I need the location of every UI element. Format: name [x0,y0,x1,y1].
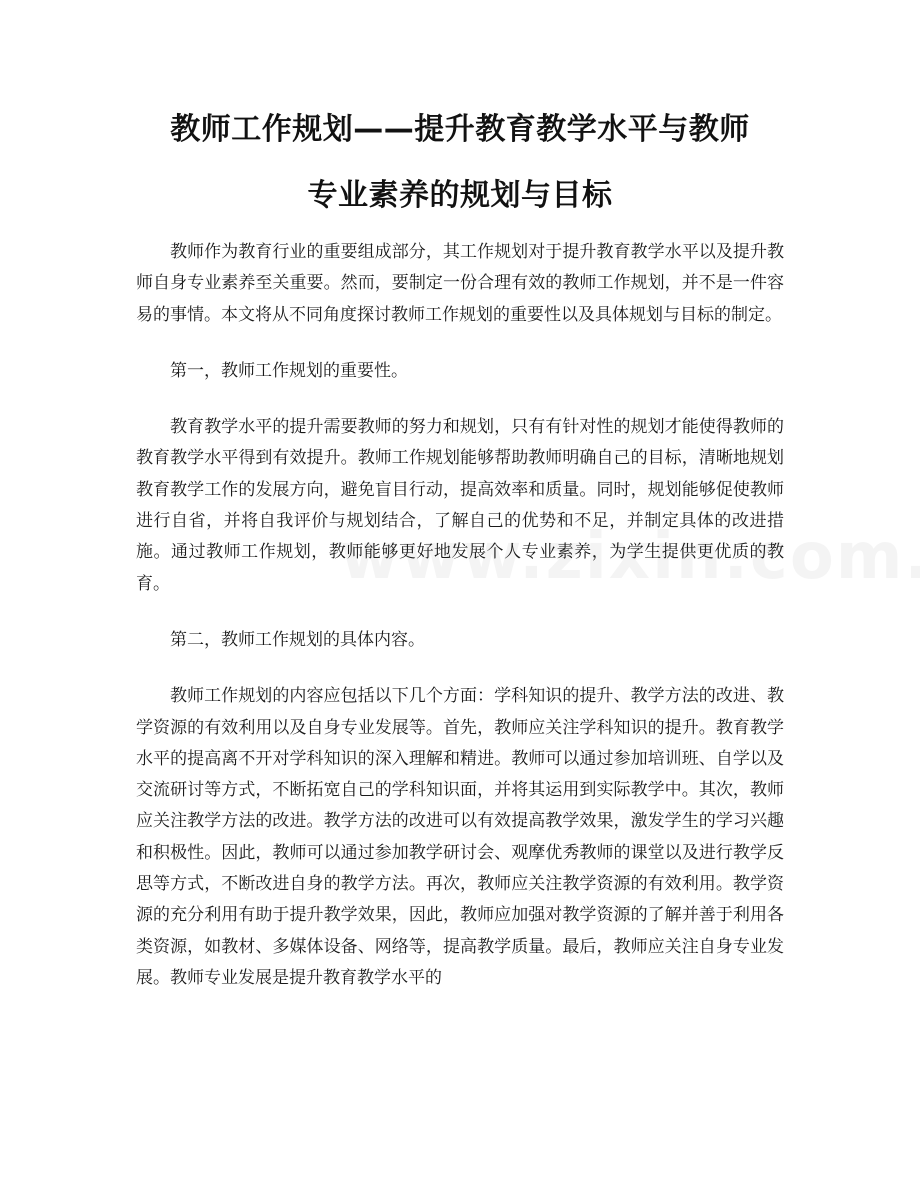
section-heading-importance: 第一，教师工作规划的重要性。 [170,360,408,381]
document-body [136,237,784,1019]
paragraph-intro: 教师作为教育行业的重要组成部分，其工作规划对于提升教育教学水平以及提升教师自身专业素养至关重要。然而，要制定一份合理有效的教师工作规划，并不是一件容易的事情。本文将从不同角度探讨教师工作规划的重要性以及具体规划与目标的制定。 [136,242,784,325]
paragraph-importance: 教育教学水平的提升需要教师的努力和规划，只有有针对性的规划才能使得教师的教育教学水平得到有效提升。教师工作规划能够帮助教师明确自己的目标，清晰地规划教育教学工作的发展方向，避免盲目行动，提高效率和质量。同时，规划能够促使教师进行自省，并将自我评价与规划结合，了解自己的优势和不足，并制定具体的改进措施。通过教师工作规划，教师能够更好地发展个人专业素养，为学生提供更优质的教育。 [136,417,784,594]
paragraph-content: 教师工作规划的内容应包括以下几个方面：学科知识的提升、教学方法的改进、教学资源的有效利用以及自身专业发展等。首先，教师应关注学科知识的提升。教育教学水平的提高离不开对学科知识的深入理解和精进。教师可以通过参加培训班、自学以及交流研讨等方式，不断拓宽自己的学科知识面，并将其运用到实际教学中。其次，教师应关注教学方法的改进。教学方法的改进可以有效提高教学效果，激发学生的学习兴趣和积极性。因此，教师可以通过参加教学研讨会、观摩优秀教师的课堂以及进行教学反思等方式，不断改进自身的教学方法。再次，教师应关注教学资源的有效利用。教学资源的充分利用有助于提升教学效果，因此，教师应加强对教学资源的了解并善于利用各类资源，如教材、多媒体设备、网络等，提高教学质量。最后，教师应关注自身专业发展。教师专业发展是提升教育教学水平的 [136,686,784,988]
document-title-line-2: 专业素养的规划与目标 [307,178,613,213]
section-heading-content: 第二，教师工作规划的具体内容。 [170,629,425,650]
document-title-line-1: 教师工作规划——提升教育教学水平与教师 [170,112,750,147]
